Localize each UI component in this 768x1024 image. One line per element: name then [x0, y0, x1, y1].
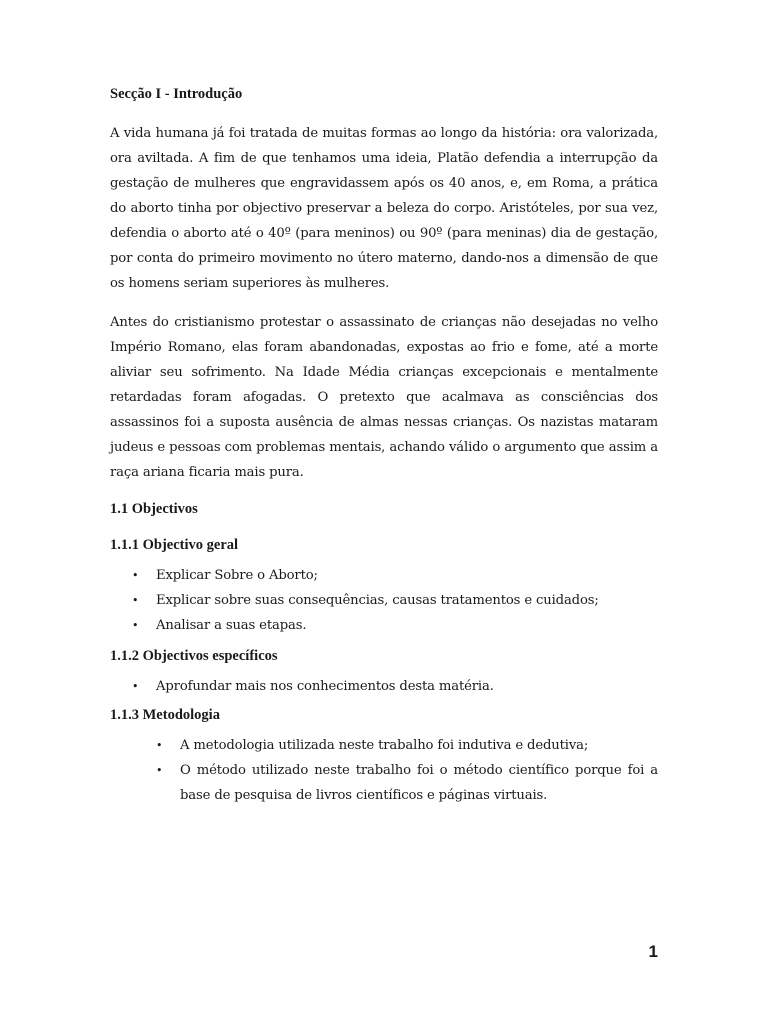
bullet-icon: •: [132, 619, 139, 632]
list-item-text: Aprofundar mais nos conhecimentos desta matéria.: [156, 679, 494, 694]
intro-paragraph-2: Antes do cristianismo protestar o assassinato de crianças não desejadas no velho Império Romano, elas foram abandonadas, expostas ao frio e fome, até a morte aliviar seu sofrimento. Na Idade Média crianças excepcionais e mentalmente retardadas foram afogadas. O pretexto que acalmava as consciências dos assassinos foi a suposta ausência de almas nessas crianças. Os nazistas mataram judeus e pessoas com problemas mentais, achando válido o argumento que assim a raça ariana ficaria mais pura.: [110, 315, 658, 480]
bullet-icon: •: [156, 739, 163, 752]
metodologia-list: [110, 733, 658, 808]
bullet-icon: •: [156, 764, 163, 777]
list-item: [110, 733, 658, 758]
objectivo-geral-list: [110, 563, 658, 638]
list-item-text: O método utilizado neste trabalho foi o método científico porque foi a base de pesquisa de livros científicos e páginas virtuais.: [180, 763, 658, 803]
list-item-text: Analisar a suas etapas.: [156, 618, 307, 633]
intro-paragraph-1: A vida humana já foi tratada de muitas formas ao longo da história: ora valorizada, ora aviltada. A fim de que tenhamos uma ideia, Platão defendia a interrupção da gestação de mulheres que engravidassem após os 40 anos, e, em Roma, a prática do aborto tinha por objectivo preservar a beleza do corpo. Aristóteles, por sua vez, defendia o aborto até o 40º (para meninos) ou 90º (para meninas) dia de gestação, por conta do primeiro movimento no útero materno, dando-nos a dimensão de que os homens seriam superiores às mulheres.: [110, 126, 658, 291]
list-item-text: A metodologia utilizada neste trabalho foi indutiva e dedutiva;: [180, 738, 589, 753]
list-item-text: Explicar Sobre o Aborto;: [156, 568, 318, 583]
page-number: 1: [648, 942, 658, 961]
objectivo-geral-heading: 1.1.1 Objectivo geral: [110, 537, 239, 553]
list-item-text: Explicar sobre suas consequências, causas tratamentos e cuidados;: [156, 593, 599, 608]
list-item: [110, 674, 658, 699]
list-item: [110, 588, 658, 613]
bullet-icon: •: [132, 680, 139, 693]
bullet-icon: •: [132, 594, 139, 607]
list-item: [110, 758, 658, 808]
bullet-icon: •: [132, 569, 139, 582]
objectivos-heading: 1.1 Objectivos: [110, 501, 198, 517]
objectivos-especificos-list: [110, 674, 658, 699]
list-item: [110, 613, 658, 638]
objectivos-especificos-heading: 1.1.2 Objectivos específicos: [110, 648, 278, 664]
document-page: [110, 84, 658, 808]
list-item: [110, 563, 658, 588]
metodologia-heading: 1.1.3 Metodologia: [110, 707, 220, 723]
section-title: Secção I - Introdução: [110, 86, 243, 102]
